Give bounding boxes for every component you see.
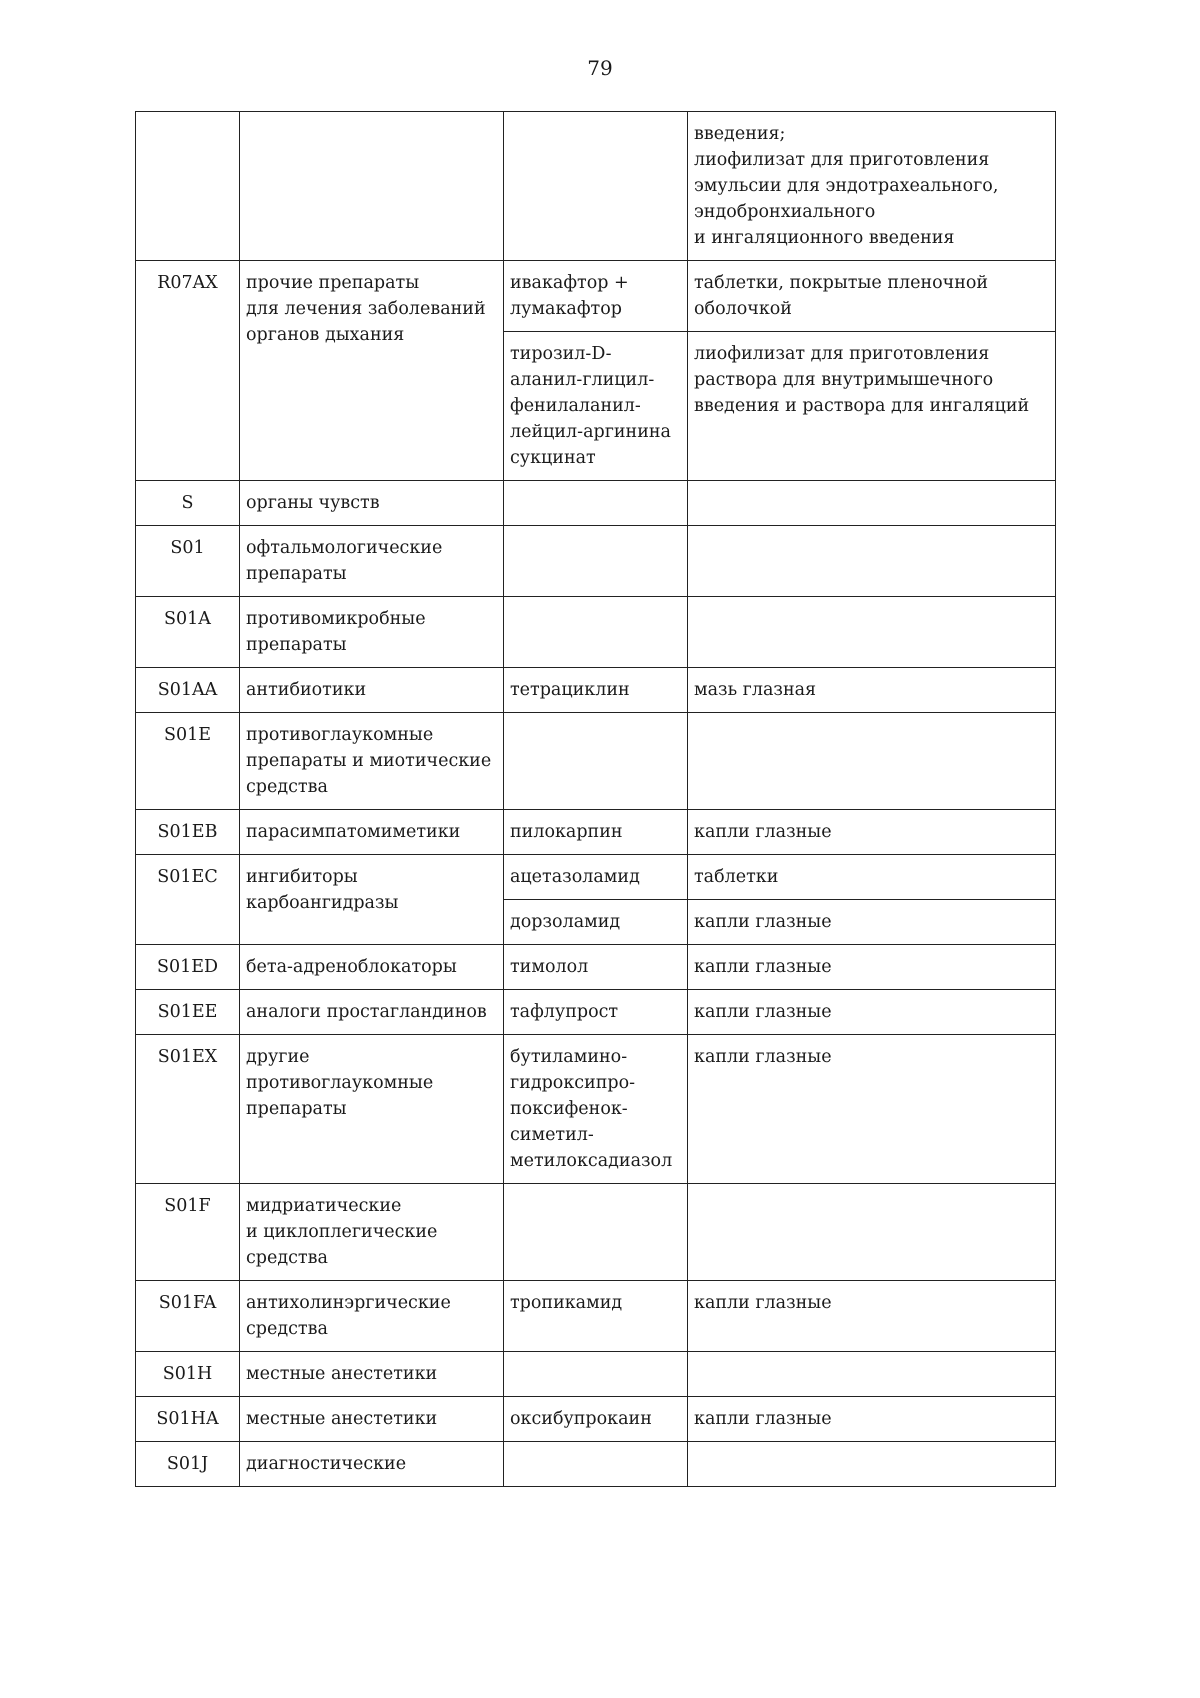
group-name-cell: противомикробные препараты xyxy=(240,597,504,668)
group-name-cell: аналоги простагландинов xyxy=(240,990,504,1035)
table-row xyxy=(136,112,1056,261)
drug-name-cell xyxy=(504,1352,688,1397)
drug-name-cell: ивакафтор + лумакафтор xyxy=(504,261,688,332)
drug-name-cell: тафлупрост xyxy=(504,990,688,1035)
dosage-form-cell xyxy=(688,1184,1056,1281)
atc-code-cell: S01EE xyxy=(136,990,240,1035)
atc-code-cell: S01AA xyxy=(136,668,240,713)
group-name-cell: офтальмологические препараты xyxy=(240,526,504,597)
table-row xyxy=(136,1281,1056,1352)
group-name-cell: бета-адреноблокаторы xyxy=(240,945,504,990)
group-name-cell xyxy=(240,112,504,261)
group-name-cell: мидриатические и циклоплегические средства xyxy=(240,1184,504,1281)
dosage-form-cell: мазь глазная xyxy=(688,668,1056,713)
group-name-cell: парасимпатомиметики xyxy=(240,810,504,855)
table-row xyxy=(136,1035,1056,1184)
table-row xyxy=(136,481,1056,526)
drug-name-cell xyxy=(504,1442,688,1487)
dosage-form-cell xyxy=(688,597,1056,668)
table-row xyxy=(136,1442,1056,1487)
atc-code-cell: S01 xyxy=(136,526,240,597)
table-row xyxy=(136,526,1056,597)
dosage-form-cell xyxy=(688,713,1056,810)
drug-name-cell: тетрациклин xyxy=(504,668,688,713)
drug-name-cell: оксибупрокаин xyxy=(504,1397,688,1442)
drug-name-cell xyxy=(504,1184,688,1281)
atc-code-cell: S01F xyxy=(136,1184,240,1281)
drug-name-cell: тимолол xyxy=(504,945,688,990)
dosage-form-cell: капли глазные xyxy=(688,810,1056,855)
atc-code-cell: S01EB xyxy=(136,810,240,855)
page-number: 79 xyxy=(587,56,613,80)
table-row xyxy=(136,810,1056,855)
group-name-cell: прочие препараты для лечения заболеваний органов дыхания xyxy=(240,261,504,481)
dosage-form-cell: лиофилизат для приготовления раствора для внутримышечного введения и раствора для ингаляций xyxy=(688,332,1056,481)
drug-name-cell xyxy=(504,526,688,597)
atc-code-cell: S01A xyxy=(136,597,240,668)
atc-code-cell: S01J xyxy=(136,1442,240,1487)
drug-name-cell: пилокарпин xyxy=(504,810,688,855)
dosage-form-cell: таблетки, покрытые пленочной оболочкой xyxy=(688,261,1056,332)
table-row xyxy=(136,668,1056,713)
drug-name-cell xyxy=(504,481,688,526)
table-row xyxy=(136,945,1056,990)
dosage-form-cell xyxy=(688,526,1056,597)
atc-code-cell: S xyxy=(136,481,240,526)
group-name-cell: ингибиторы карбоангидразы xyxy=(240,855,504,945)
table-row xyxy=(136,1352,1056,1397)
dosage-form-cell xyxy=(688,1442,1056,1487)
table-row xyxy=(136,597,1056,668)
atc-code-cell: S01EX xyxy=(136,1035,240,1184)
atc-code-cell: S01EC xyxy=(136,855,240,945)
atc-code-cell: R07AX xyxy=(136,261,240,481)
table-row xyxy=(136,990,1056,1035)
group-name-cell: антибиотики xyxy=(240,668,504,713)
group-name-cell: местные анестетики xyxy=(240,1352,504,1397)
drug-name-cell: дорзоламид xyxy=(504,900,688,945)
atc-code-cell: S01E xyxy=(136,713,240,810)
dosage-form-cell: капли глазные xyxy=(688,990,1056,1035)
dosage-form-cell: капли глазные xyxy=(688,1035,1056,1184)
dosage-form-cell: капли глазные xyxy=(688,945,1056,990)
dosage-form-cell: капли глазные xyxy=(688,1397,1056,1442)
drug-name-cell xyxy=(504,597,688,668)
dosage-form-cell: введения; лиофилизат для приготовления эмульсии для эндотрахеального, эндобронхиального и ингаляционного введения xyxy=(688,112,1056,261)
atc-code-cell: S01H xyxy=(136,1352,240,1397)
dosage-form-cell: капли глазные xyxy=(688,1281,1056,1352)
table-row xyxy=(136,261,1056,332)
table-row xyxy=(136,713,1056,810)
drug-name-cell: ацетазоламид xyxy=(504,855,688,900)
dosage-form-cell xyxy=(688,481,1056,526)
group-name-cell: местные анестетики xyxy=(240,1397,504,1442)
atc-code-cell xyxy=(136,112,240,261)
dosage-form-cell: таблетки xyxy=(688,855,1056,900)
group-name-cell: органы чувств xyxy=(240,481,504,526)
group-name-cell: противоглаукомные препараты и миотические средства xyxy=(240,713,504,810)
atc-code-cell: S01ED xyxy=(136,945,240,990)
drug-classification-table xyxy=(135,111,1056,1487)
group-name-cell: диагностические xyxy=(240,1442,504,1487)
atc-code-cell: S01FA xyxy=(136,1281,240,1352)
table-row xyxy=(136,1184,1056,1281)
group-name-cell: другие противоглаукомные препараты xyxy=(240,1035,504,1184)
atc-code-cell: S01HA xyxy=(136,1397,240,1442)
table-row xyxy=(136,855,1056,900)
dosage-form-cell xyxy=(688,1352,1056,1397)
drug-name-cell: тропикамид xyxy=(504,1281,688,1352)
dosage-form-cell: капли глазные xyxy=(688,900,1056,945)
drug-name-cell xyxy=(504,713,688,810)
group-name-cell: антихолинэргические средства xyxy=(240,1281,504,1352)
drug-name-cell xyxy=(504,112,688,261)
table-row xyxy=(136,1397,1056,1442)
drug-name-cell: тирозил-D- аланил-глицил- фенилаланил- лейцил-аргинина сукцинат xyxy=(504,332,688,481)
drug-name-cell: бутиламино- гидроксипро- поксифенок- симетил- метилоксадиазол xyxy=(504,1035,688,1184)
